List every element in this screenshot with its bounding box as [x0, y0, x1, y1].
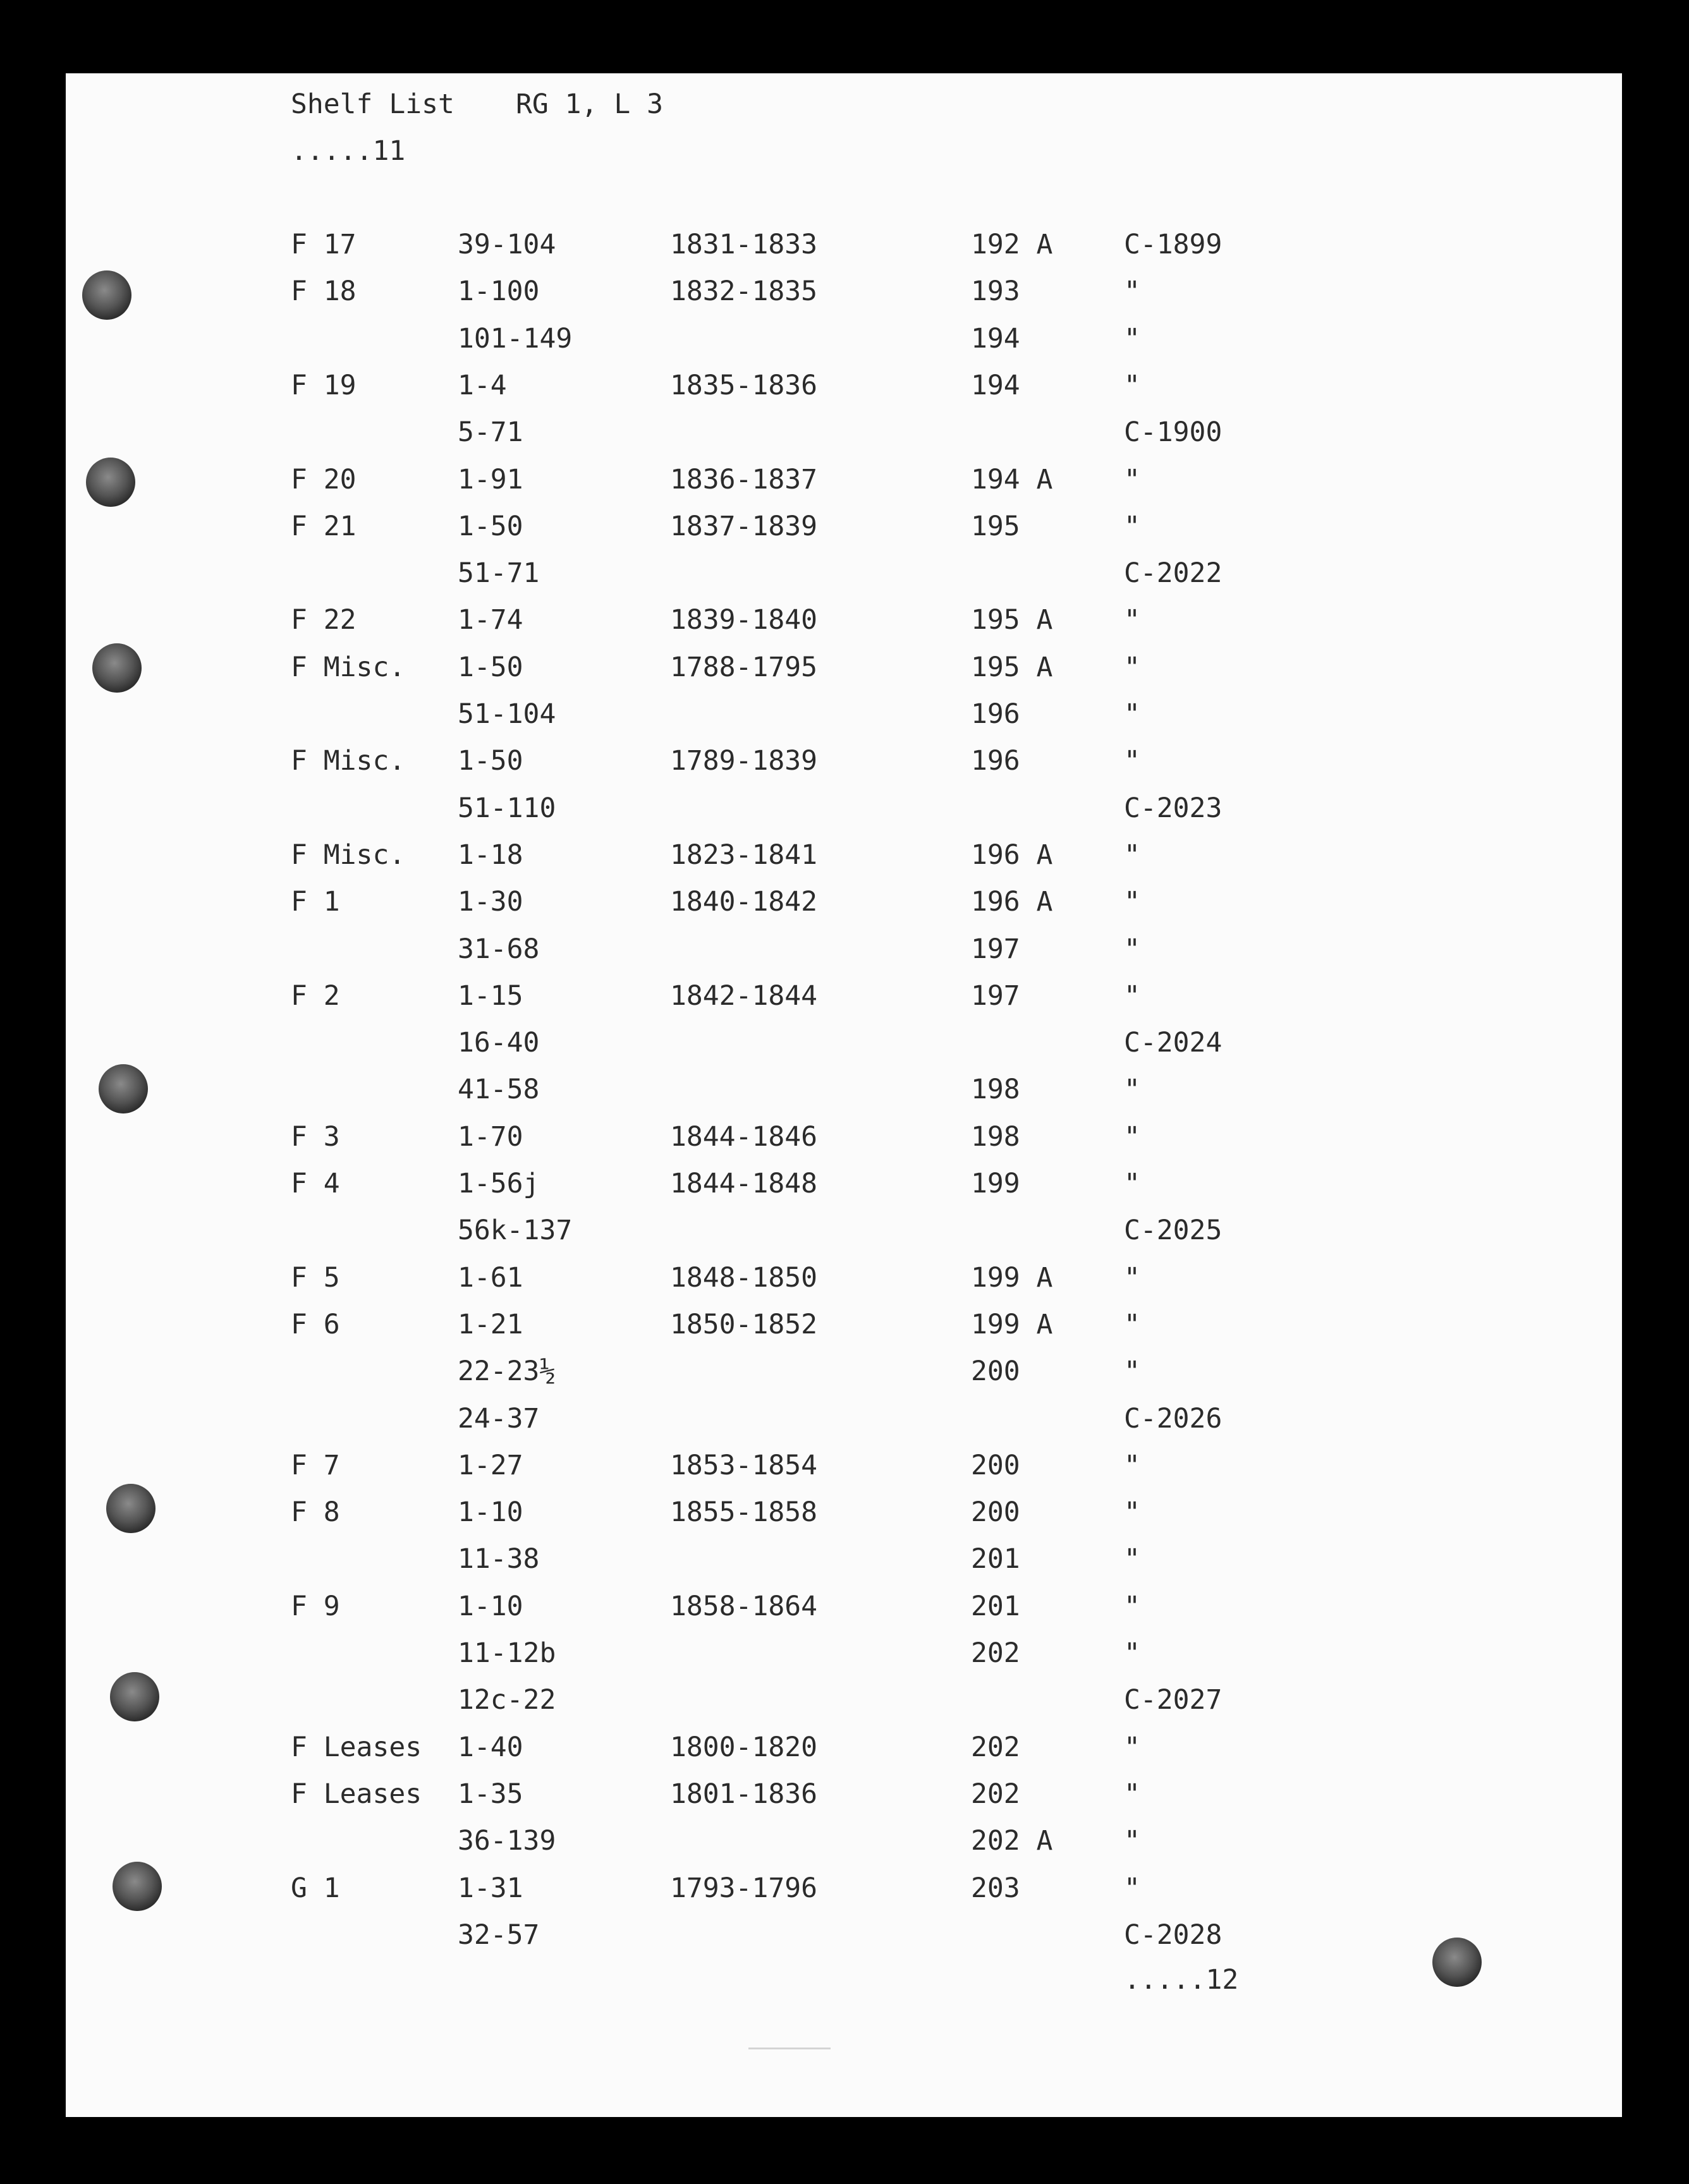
- table-row: [66, 1637, 1622, 1678]
- table-row: [66, 698, 1622, 739]
- date-range-cell: 1848-1850: [670, 1262, 817, 1294]
- date-range-cell: 1801-1836: [670, 1778, 817, 1810]
- table-row: [66, 416, 1622, 457]
- table-row: [66, 1825, 1622, 1866]
- volume-cell: 198: [971, 1074, 1020, 1105]
- table-row: [66, 839, 1622, 880]
- volume-cell: 203: [971, 1872, 1020, 1904]
- table-row: [66, 1452, 1622, 1490]
- punch-hole: [113, 1862, 162, 1911]
- folder-cell: F 19: [291, 370, 357, 401]
- table-row: [66, 325, 1622, 363]
- container-cell: ": [1124, 1168, 1140, 1199]
- item-range-cell: 51-104: [458, 698, 556, 730]
- container-cell: C-2028: [1124, 1919, 1223, 1951]
- item-range-cell: 36-139: [458, 1825, 556, 1857]
- table-row: [66, 1358, 1622, 1396]
- volume-cell: 202: [971, 1637, 1020, 1669]
- page-reference: .....11: [291, 135, 406, 167]
- item-range-cell: 1-100: [458, 276, 540, 307]
- volume-cell: 202: [971, 1732, 1020, 1763]
- volume-cell: 196 A: [971, 886, 1053, 918]
- volume-cell: 201: [971, 1591, 1020, 1622]
- volume-cell: 195 A: [971, 652, 1053, 683]
- container-cell: ": [1124, 652, 1140, 683]
- punch-hole: [82, 270, 131, 320]
- table-row: [66, 792, 1622, 833]
- table-row: [66, 513, 1622, 551]
- item-range-cell: 41-58: [458, 1074, 540, 1105]
- item-range-cell: 1-61: [458, 1262, 523, 1294]
- folder-cell: F 9: [291, 1591, 340, 1622]
- item-range-cell: 51-71: [458, 557, 540, 589]
- folder-cell: F Misc.: [291, 839, 406, 871]
- folder-cell: F 6: [291, 1309, 340, 1340]
- container-cell: ": [1124, 980, 1140, 1012]
- punch-hole: [110, 1672, 159, 1721]
- container-cell: ": [1124, 464, 1140, 495]
- container-cell: ": [1124, 1637, 1140, 1669]
- item-range-cell: 1-35: [458, 1778, 523, 1810]
- item-range-cell: 1-56j: [458, 1168, 540, 1199]
- table-row: [66, 1217, 1622, 1255]
- item-range-cell: 1-30: [458, 886, 523, 918]
- volume-cell: 195 A: [971, 604, 1053, 636]
- date-range-cell: 1793-1796: [670, 1872, 817, 1904]
- date-range-cell: 1837-1839: [670, 511, 817, 542]
- folder-cell: F Leases: [291, 1778, 422, 1810]
- volume-cell: 196 A: [971, 839, 1053, 871]
- container-cell: ": [1124, 698, 1140, 730]
- table-row: [66, 372, 1622, 410]
- table-row: [66, 1543, 1622, 1584]
- container-cell: ": [1124, 1778, 1140, 1810]
- item-range-cell: 11-38: [458, 1543, 540, 1575]
- punch-hole: [1432, 1938, 1482, 1987]
- container-cell: ": [1124, 1356, 1140, 1387]
- table-row: [66, 745, 1622, 786]
- date-range-cell: 1789-1839: [670, 745, 817, 777]
- item-range-cell: 1-10: [458, 1591, 523, 1622]
- date-range-cell: 1844-1846: [670, 1121, 817, 1153]
- punch-hole: [99, 1064, 148, 1113]
- table-row: [66, 1734, 1622, 1772]
- folder-cell: F 7: [291, 1450, 340, 1481]
- item-range-cell: 1-10: [458, 1496, 523, 1528]
- container-cell: ": [1124, 933, 1140, 965]
- item-range-cell: 24-37: [458, 1403, 540, 1435]
- container-cell: ": [1124, 1121, 1140, 1153]
- container-cell: ": [1124, 604, 1140, 636]
- folder-cell: F 8: [291, 1496, 340, 1528]
- item-range-cell: 32-57: [458, 1919, 540, 1951]
- container-cell: C-2026: [1124, 1403, 1223, 1435]
- item-range-cell: 1-27: [458, 1450, 523, 1481]
- volume-cell: 194: [971, 323, 1020, 355]
- container-cell: C-1900: [1124, 416, 1223, 448]
- item-range-cell: 22-23½: [458, 1356, 556, 1387]
- container-cell: ": [1124, 370, 1140, 401]
- container-cell: ": [1124, 1309, 1140, 1340]
- container-cell: ": [1124, 276, 1140, 307]
- container-cell: ": [1124, 1732, 1140, 1763]
- container-cell: C-2025: [1124, 1215, 1223, 1246]
- volume-cell: 202: [971, 1778, 1020, 1810]
- container-cell: C-2023: [1124, 792, 1223, 824]
- volume-cell: 195: [971, 511, 1020, 542]
- folder-cell: F 21: [291, 511, 357, 542]
- shelf-list-title: Shelf List: [291, 88, 454, 120]
- container-cell: ": [1124, 1450, 1140, 1481]
- folder-cell: F 18: [291, 276, 357, 307]
- volume-cell: 196: [971, 698, 1020, 730]
- volume-cell: 193: [971, 276, 1020, 307]
- container-cell: ": [1124, 1074, 1140, 1105]
- table-row: [66, 1593, 1622, 1631]
- date-range-cell: 1831-1833: [670, 229, 817, 260]
- date-range-cell: 1855-1858: [670, 1496, 817, 1528]
- folder-cell: F 22: [291, 604, 357, 636]
- volume-cell: 200: [971, 1356, 1020, 1387]
- volume-cell: 194: [971, 370, 1020, 401]
- volume-cell: 198: [971, 1121, 1020, 1153]
- item-range-cell: 1-31: [458, 1872, 523, 1904]
- folder-cell: F Misc.: [291, 745, 406, 777]
- table-row: [66, 1778, 1622, 1819]
- date-range-cell: 1788-1795: [670, 652, 817, 683]
- table-row: [66, 1405, 1622, 1443]
- folder-cell: F 17: [291, 229, 357, 260]
- paper-smudge: [748, 2048, 831, 2049]
- item-range-cell: 5-71: [458, 416, 523, 448]
- container-cell: ": [1124, 1543, 1140, 1575]
- volume-cell: 199 A: [971, 1309, 1053, 1340]
- folder-cell: F 20: [291, 464, 357, 495]
- folder-cell: G 1: [291, 1872, 340, 1904]
- table-row: [66, 231, 1622, 269]
- table-row: [66, 1029, 1622, 1067]
- item-range-cell: 1-74: [458, 604, 523, 636]
- container-cell: ": [1124, 1825, 1140, 1857]
- table-row: [66, 980, 1622, 1021]
- volume-cell: 197: [971, 980, 1020, 1012]
- item-range-cell: 1-50: [458, 511, 523, 542]
- folder-cell: F 4: [291, 1168, 340, 1199]
- item-range-cell: 1-21: [458, 1309, 523, 1340]
- date-range-cell: 1836-1837: [670, 464, 817, 495]
- table-row: [66, 466, 1622, 504]
- folder-cell: F Misc.: [291, 652, 406, 683]
- item-range-cell: 1-50: [458, 745, 523, 777]
- volume-cell: 196: [971, 745, 1020, 777]
- container-cell: ": [1124, 839, 1140, 871]
- volume-cell: 201: [971, 1543, 1020, 1575]
- item-range-cell: 1-4: [458, 370, 507, 401]
- item-range-cell: 1-40: [458, 1732, 523, 1763]
- item-range-cell: 12c-22: [458, 1684, 556, 1716]
- date-range-cell: 1853-1854: [670, 1450, 817, 1481]
- container-cell: ": [1124, 1262, 1140, 1294]
- item-range-cell: 1-91: [458, 464, 523, 495]
- item-range-cell: 1-50: [458, 652, 523, 683]
- item-range-cell: 16-40: [458, 1027, 540, 1059]
- volume-cell: 197: [971, 933, 1020, 965]
- punch-hole: [86, 458, 135, 507]
- table-row: [66, 1872, 1622, 1913]
- folder-cell: F 2: [291, 980, 340, 1012]
- item-range-cell: 11-12b: [458, 1637, 556, 1669]
- date-range-cell: 1835-1836: [670, 370, 817, 401]
- table-row: [66, 1170, 1622, 1208]
- container-cell: ": [1124, 886, 1140, 918]
- volume-cell: 194 A: [971, 464, 1053, 495]
- volume-cell: 199 A: [971, 1262, 1053, 1294]
- table-row: [66, 557, 1622, 598]
- table-row: [66, 1262, 1622, 1302]
- item-range-cell: 56k-137: [458, 1215, 573, 1246]
- table-row: [66, 1684, 1622, 1725]
- container-cell: ": [1124, 1872, 1140, 1904]
- container-cell: ": [1124, 1496, 1140, 1528]
- container-cell: ": [1124, 745, 1140, 777]
- date-range-cell: 1842-1844: [670, 980, 817, 1012]
- table-row: [66, 886, 1622, 926]
- table-row: [66, 1496, 1622, 1537]
- date-range-cell: 1800-1820: [670, 1732, 817, 1763]
- punch-hole: [92, 643, 142, 693]
- folder-cell: F 1: [291, 886, 340, 918]
- container-cell: ": [1124, 1591, 1140, 1622]
- volume-cell: 200: [971, 1450, 1020, 1481]
- table-row: [66, 1121, 1622, 1162]
- volume-cell: 200: [971, 1496, 1020, 1528]
- container-cell: C-2027: [1124, 1684, 1223, 1716]
- date-range-cell: 1823-1841: [670, 839, 817, 871]
- volume-cell: 199: [971, 1168, 1020, 1199]
- date-range-cell: 1839-1840: [670, 604, 817, 636]
- item-range-cell: 1-70: [458, 1121, 523, 1153]
- date-range-cell: 1850-1852: [670, 1309, 817, 1340]
- table-row: [66, 933, 1622, 974]
- table-row: [66, 604, 1622, 645]
- next-page-reference: .....12: [1124, 1964, 1239, 1996]
- folder-cell: F Leases: [291, 1732, 422, 1763]
- table-row: [66, 278, 1622, 316]
- date-range-cell: 1832-1835: [670, 276, 817, 307]
- container-cell: ": [1124, 323, 1140, 355]
- date-range-cell: 1858-1864: [670, 1591, 817, 1622]
- date-range-cell: 1840-1842: [670, 886, 817, 918]
- item-range-cell: 51-110: [458, 792, 556, 824]
- date-range-cell: 1844-1848: [670, 1168, 817, 1199]
- item-range-cell: 31-68: [458, 933, 540, 965]
- punch-hole: [106, 1484, 155, 1533]
- table-row: [66, 654, 1622, 692]
- container-cell: C-1899: [1124, 229, 1223, 260]
- container-cell: C-2022: [1124, 557, 1223, 589]
- table-row: [66, 1076, 1622, 1114]
- folder-cell: F 3: [291, 1121, 340, 1153]
- item-range-cell: 39-104: [458, 229, 556, 260]
- container-cell: ": [1124, 511, 1140, 542]
- document-page: [66, 73, 1622, 2117]
- table-row: [66, 1919, 1622, 1960]
- item-range-cell: 101-149: [458, 323, 573, 355]
- folder-cell: F 5: [291, 1262, 340, 1294]
- table-row: [66, 1311, 1622, 1349]
- volume-cell: 202 A: [971, 1825, 1053, 1857]
- item-range-cell: 1-18: [458, 839, 523, 871]
- container-cell: C-2024: [1124, 1027, 1223, 1059]
- volume-cell: 192 A: [971, 229, 1053, 260]
- record-group-label: RG 1, L 3: [516, 88, 663, 120]
- item-range-cell: 1-15: [458, 980, 523, 1012]
